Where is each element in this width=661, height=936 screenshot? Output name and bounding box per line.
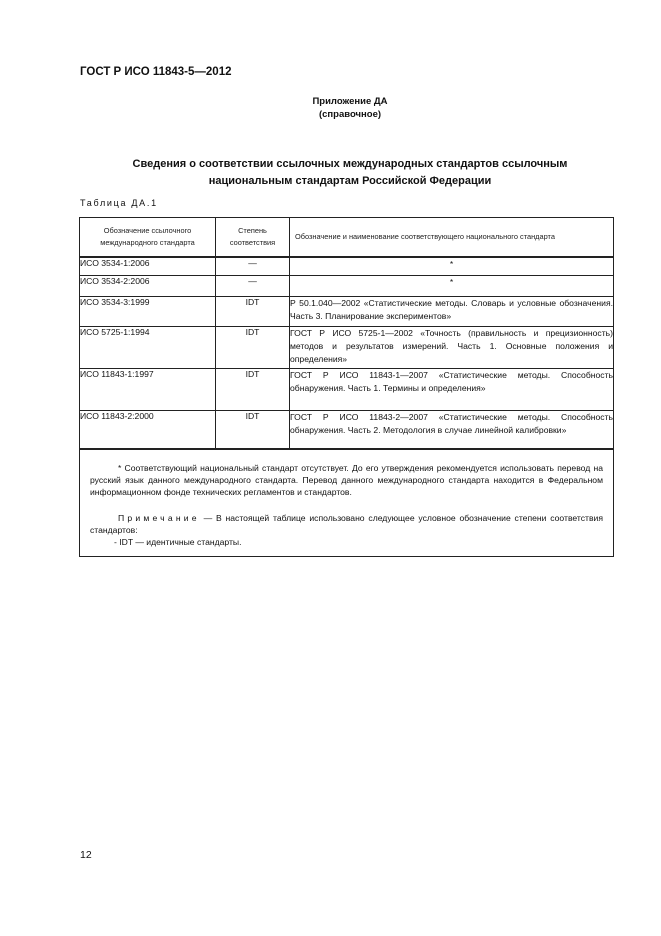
cell-national: * bbox=[290, 257, 614, 276]
table-row bbox=[80, 257, 614, 276]
table-row bbox=[80, 276, 614, 297]
note-label: Примечание bbox=[118, 513, 200, 523]
table-caption: Таблица ДА.1 bbox=[80, 198, 158, 208]
document-code: ГОСТ Р ИСО 11843-5—2012 bbox=[80, 66, 232, 78]
cell-national: * bbox=[290, 276, 614, 297]
correspondence-table bbox=[79, 217, 614, 557]
cell-degree: — bbox=[216, 257, 290, 276]
cell-international: ИСО 11843-2:2000 bbox=[80, 411, 216, 450]
cell-international: ИСО 11843-1:1997 bbox=[80, 369, 216, 411]
section-heading-line-2: национальным стандартам Российской Федерации bbox=[208, 175, 492, 187]
column-header-international: Обозначение ссылочного международного стандарта bbox=[80, 218, 216, 258]
cell-national: ГОСТ Р ИСО 11843-1—2007 «Статистические методы. Способность обнаружения. Часть 1. Термины и определения» bbox=[290, 369, 614, 411]
cell-national: Р 50.1.040—2002 «Статистические методы. Словарь и условные обозначения. Часть 3. Планирование экспериментов» bbox=[290, 297, 614, 327]
cell-national: ГОСТ Р ИСО 11843-2—2007 «Статистические методы. Способность обнаружения. Часть 2. Методология в случае линейной калибровки» bbox=[290, 411, 614, 450]
table-footnote: * Соответствующий национальный стандарт отсутствует. До его утверждения рекомендуется использовать перевод на русский язык данного международного стандарта. Перевод данного международного стандарта находится в Федеральном информационном фонде технических регламентов и стандартов. bbox=[90, 463, 603, 497]
table-header-row bbox=[80, 218, 614, 258]
cell-international: ИСО 5725-1:1994 bbox=[80, 327, 216, 369]
cell-degree: IDT bbox=[216, 327, 290, 369]
column-header-degree: Степень соответствия bbox=[216, 218, 290, 258]
cell-degree: IDT bbox=[216, 369, 290, 411]
annex-title: Приложение ДА bbox=[312, 96, 388, 107]
cell-degree: IDT bbox=[216, 411, 290, 450]
section-heading-line-1: Сведения о соответствии ссылочных международных стандартов ссылочным bbox=[132, 158, 568, 170]
table-row bbox=[80, 327, 614, 369]
note-text: — В настоящей таблице использовано следующее условное обозначение степени соответствия стандартов: bbox=[90, 513, 603, 535]
cell-international: ИСО 3534-1:2006 bbox=[80, 257, 216, 276]
table-footer-row bbox=[80, 449, 614, 557]
cell-international: ИСО 3534-3:1999 bbox=[80, 297, 216, 327]
note-item: - IDT — идентичные стандарты. bbox=[114, 537, 242, 547]
cell-degree: — bbox=[216, 276, 290, 297]
cell-international: ИСО 3534-2:2006 bbox=[80, 276, 216, 297]
table-footer bbox=[80, 449, 614, 557]
table-row bbox=[80, 297, 614, 327]
column-header-national: Обозначение и наименование соответствующего национального стандарта bbox=[290, 218, 614, 258]
cell-degree: IDT bbox=[216, 297, 290, 327]
cell-national: ГОСТ Р ИСО 5725-1—2002 «Точность (правильность и прецизионность) методов и результатов измерений. Часть 1. Основные положения и определения» bbox=[290, 327, 614, 369]
page-number: 12 bbox=[80, 849, 92, 861]
table-row bbox=[80, 411, 614, 450]
table-row bbox=[80, 369, 614, 411]
annex-subtitle: (справочное) bbox=[318, 109, 382, 120]
table-note bbox=[90, 512, 603, 536]
